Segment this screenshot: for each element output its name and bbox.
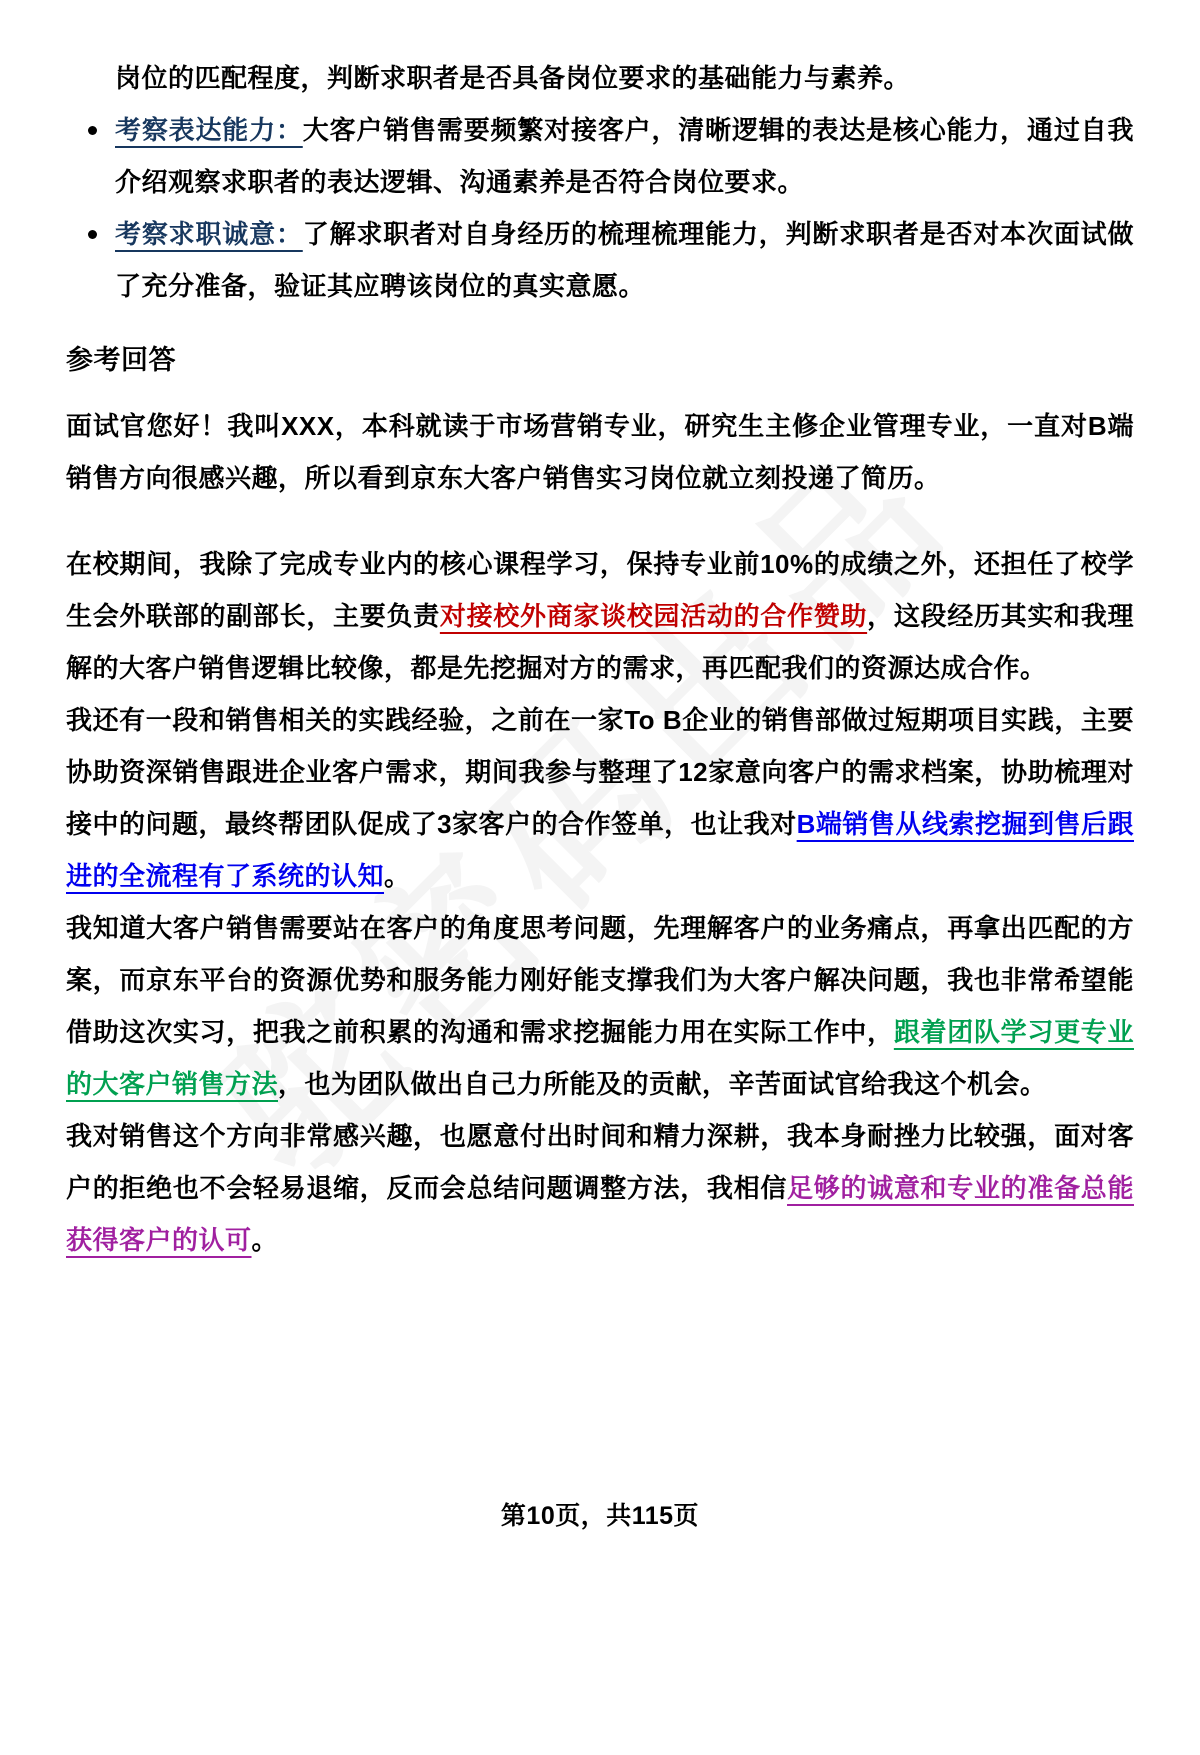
paragraph (66, 694, 1134, 902)
bullet-marker-icon (66, 104, 115, 208)
text-segment-purple: 足够的诚意和专业的准备总能获得客户的认可 (66, 1173, 1134, 1255)
paragraph (66, 902, 1134, 1110)
text-segment-green: 跟着团队学习更专业的大客户销售方法 (66, 1017, 1134, 1099)
footer-page-number: 第10页，共115页 (500, 1502, 700, 1530)
text-segment-normal: 岗位的匹配程度，判断求职者是否具备岗位要求的基础能力与素养。 (115, 63, 911, 93)
text-segment-normal: ，也为团队做出自己力所能及的贡献，辛苦面试官给我这个机会。 (278, 1069, 1047, 1099)
section-heading (66, 334, 1134, 386)
document-body (66, 52, 1134, 1266)
bullet-item (66, 208, 1134, 312)
text-segment-lead: 考察表达能力： (115, 115, 303, 145)
text-segment-normal: 我还有一段和销售相关的实践经验，之前在一家To B企业的销售部做过短期项目实践，主要协助资深销售跟进企业客户需求，期间我参与整理了12家意向客户的需求档案，协助梳理对接中的问题，最终帮团队促成了3家客户的合作签单，也让我对 (66, 705, 1134, 839)
text-segment-normal: 面试官您好！我叫XXX，本科就读于市场营销专业，研究生主修企业管理专业，一直对B端销售方向很感兴趣，所以看到京东大客户销售实习岗位就立刻投递了简历。 (66, 411, 1134, 493)
paragraph (66, 52, 1134, 104)
text-segment-lead: 考察求职诚意： (115, 219, 303, 249)
bullet-text (115, 208, 1134, 312)
paragraph (66, 538, 1134, 694)
text-segment-blue: B端销售从线索挖掘到售后跟进的全流程有了系统的认知 (66, 809, 1134, 891)
text-segment-normal: 我对销售这个方向非常感兴趣，也愿意付出时间和精力深耕，我本身耐挫力比较强，面对客户的拒绝也不会轻易退缩，反而会总结问题调整方法，我相信 (66, 1121, 1134, 1203)
bullet-item (66, 104, 1134, 208)
bullet-text (115, 104, 1134, 208)
text-segment-normal: ，这段经历其实和我理解的大客户销售逻辑比较像，都是先挖掘对方的需求，再匹配我们的资源达成合作。 (66, 601, 1134, 683)
text-segment-red: 对接校外商家谈校园活动的合作赞助 (439, 601, 868, 631)
text-segment-normal: 大客户销售需要频繁对接客户，清晰逻辑的表达是核心能力，通过自我介绍观察求职者的表达逻辑、沟通素养是否符合岗位要求。 (115, 115, 1134, 197)
text-segment-normal: 了解求职者对自身经历的梳理梳理能力，判断求职者是否对本次面试做了充分准备，验证其应聘该岗位的真实意愿。 (115, 219, 1134, 301)
paragraph (66, 400, 1134, 504)
text-segment-normal: 。 (384, 861, 411, 891)
paragraph (66, 1110, 1134, 1266)
text-segment-normal: 。 (251, 1225, 279, 1255)
text-segment-normal: 在校期间，我除了完成专业内的核心课程学习，保持专业前10%的成绩之外，还担任了校学生会外联部的副部长，主要负责 (66, 549, 1134, 631)
bullet-marker-icon (66, 208, 115, 312)
text-segment-normal: 参考回答 (66, 345, 176, 375)
text-segment-normal: 我知道大客户销售需要站在客户的角度思考问题，先理解客户的业务痛点，再拿出匹配的方案，而京东平台的资源优势和服务能力刚好能支撑我们为大客户解决问题，我也非常希望能借助这次实习，把我之前积累的沟通和需求挖掘能力用在实际工作中， (66, 913, 1134, 1047)
